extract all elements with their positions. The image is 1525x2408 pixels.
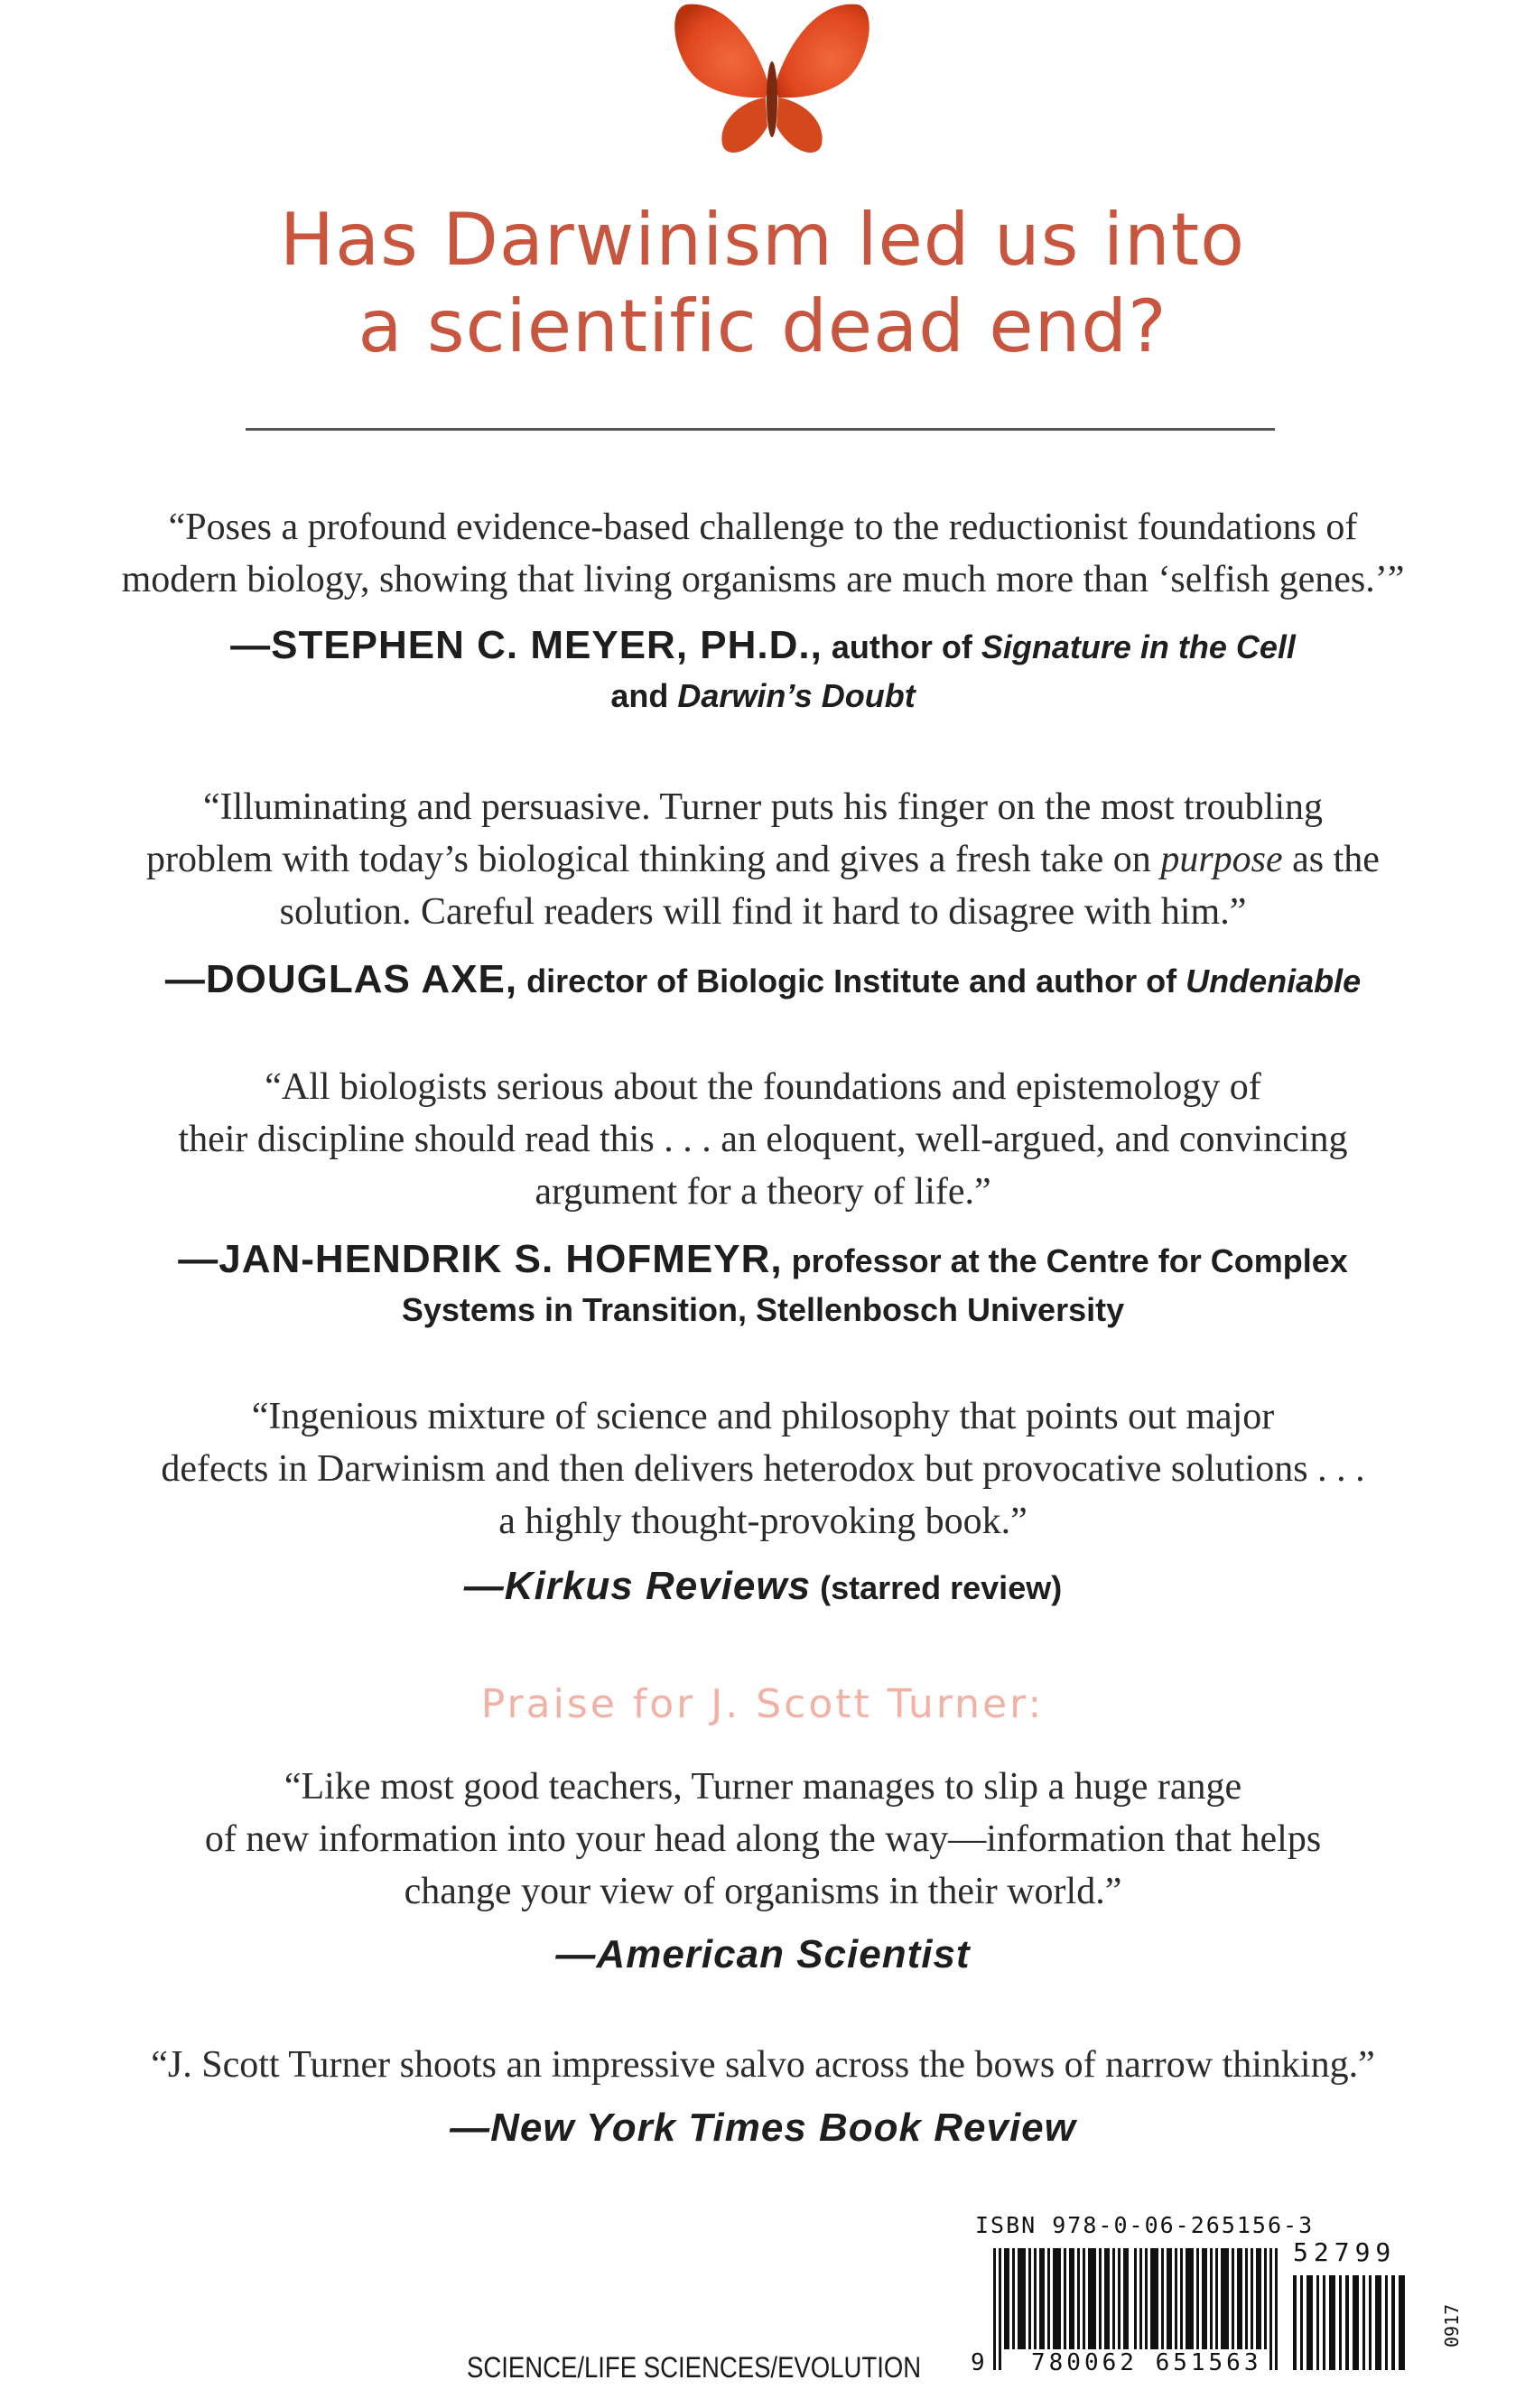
review-quote-3: “All biologists serious about the foundations and epistemology of their discipline should read this . . . an eloquent, well-argued, and convincing argument for a theory of life.” <box>178 1066 1348 1213</box>
review-attribution-4: —Kirkus Reviews (starred review) <box>463 1564 1063 1608</box>
review-quote-2: “Illuminating and persuasive. Turner puts his finger on the most troubling problem with today’s biological thinking and gives a fresh take on purpose as the solution. Careful readers will find it hard to disagree with him.” <box>146 786 1380 933</box>
isbn-label: ISBN 978-0-06-265156-3 <box>975 2212 1315 2238</box>
butterfly-icon <box>668 0 876 163</box>
category-label: SCIENCE/LIFE SCIENCES/EVOLUTION <box>467 2351 922 2384</box>
review-quote-1: “Poses a profound evidence-based challenge to the reductionist foundations of modern biology, showing that living organisms are much more than ‘selfish genes.’” <box>121 507 1405 600</box>
headline <box>0 197 1525 370</box>
headline-line-1: Has Darwinism led us into <box>279 198 1246 282</box>
praise-quote-1: “Like most good teachers, Turner manages to slip a huge range of new information into your head along the way—information that helps change your view of organisms in their world.” <box>204 1766 1322 1912</box>
praise-quote-2: “J. Scott Turner shoots an impressive salvo across the bows of narrow thinking.” <box>151 2044 1375 2086</box>
price-barcode <box>1293 2275 1410 2370</box>
book-title: Undeniable <box>1186 962 1362 999</box>
review-quote-4: “Ingenious mixture of science and philosophy that points out major defects in Darwinism and then delivers heterodox but provocative solutions . . . a highly thought-provoking book.” <box>161 1396 1365 1542</box>
credential: PH.D., <box>700 623 823 667</box>
divider-rule <box>246 428 1275 431</box>
review-attribution-3: —JAN-HENDRIK S. HOFMEYR, professor at the Centre for Complex Systems in Transition, Stellenbosch University <box>178 1237 1348 1328</box>
book-title: Signature in the Cell <box>981 628 1296 665</box>
book-title: Darwin’s Doubt <box>677 677 916 714</box>
praise-attribution-1: —American Scientist <box>555 1932 971 1976</box>
review-attribution-2: —DOUGLAS AXE, director of Biologic Institute and author of Undeniable <box>164 957 1362 1001</box>
price-code: 52799 <box>1293 2237 1397 2267</box>
headline-line-2: a scientific dead end? <box>358 284 1167 368</box>
review-attribution-1: —STEPHEN C. MEYER, PH.D., author of Signature in the Cell and Darwin’s Doubt <box>230 623 1296 714</box>
barcode-digits: 780062 651563 <box>1028 2349 1266 2376</box>
side-code: 0917 <box>1441 2303 1463 2348</box>
praise-attribution-2: —New York Times Book Review <box>450 2106 1076 2150</box>
barcode-lead-digit: 9 <box>971 2349 985 2376</box>
praise-heading: Praise for J. Scott Turner: <box>480 1681 1045 1727</box>
